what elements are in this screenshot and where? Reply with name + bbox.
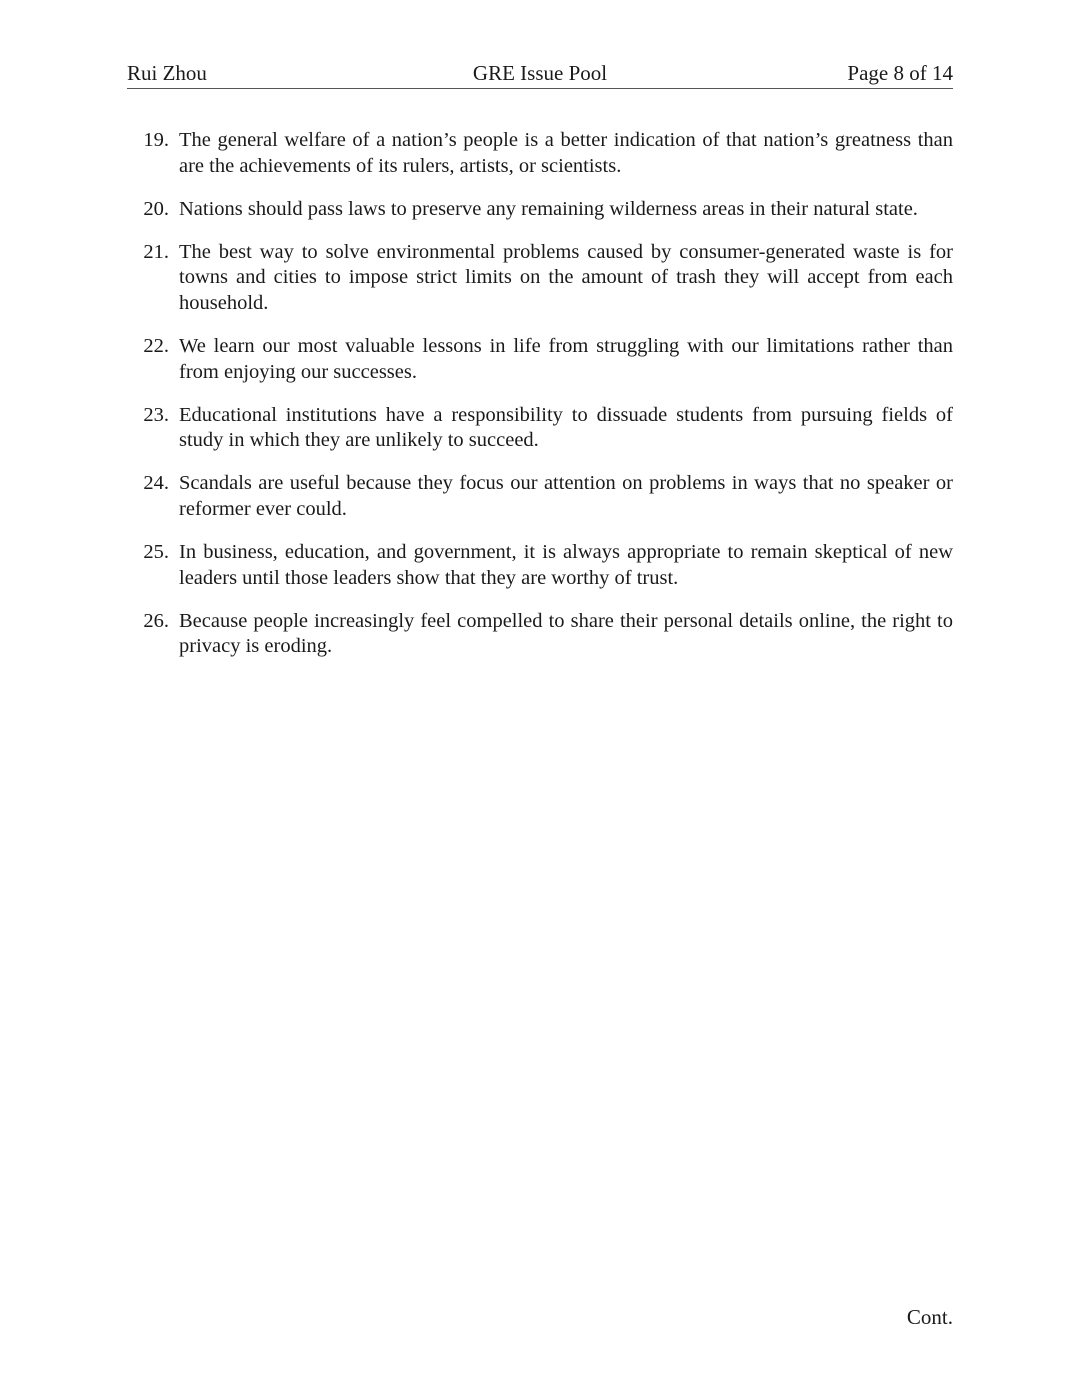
issue-text: Scandals are useful because they focus our attention on problems in ways that no speaker or reformer ever could.	[179, 472, 953, 521]
issue-list	[127, 128, 953, 678]
issue-number: 19.	[143, 129, 169, 151]
issue-text: The best way to solve environmental problems caused by consumer-generated waste is for towns and cities to impose strict limits on the amount of trash they will accept from each household.	[179, 240, 953, 314]
issue-number: 22.	[143, 335, 169, 358]
header-title: GRE Issue Pool	[472, 61, 608, 85]
page-header	[127, 60, 953, 89]
issue-item	[127, 403, 953, 454]
issue-text: Educational institutions have a responsibility to dissuade students from pursuing fields of study in which they are unlikely to succeed.	[179, 403, 953, 452]
continued-note: Cont.	[906, 1305, 953, 1329]
header-page-number: Page 8 of 14	[847, 61, 953, 85]
issue-item	[127, 240, 953, 317]
issue-text: We learn our most valuable lessons in life from struggling with our limitations rather than from enjoying our successes.	[179, 335, 953, 383]
issue-text: Because people increasingly feel compelled to share their personal details online, the right to privacy is eroding.	[179, 609, 953, 658]
issue-item	[127, 471, 953, 522]
issue-text: The general welfare of a nation’s people is a better indication of that nation’s greatness than are the achievements of its rulers, artists, or scientists.	[179, 129, 953, 177]
header-author: Rui Zhou	[127, 61, 207, 85]
issue-text: Nations should pass laws to preserve any remaining wilderness areas in their natural state.	[179, 197, 918, 220]
issue-number: 26.	[143, 609, 169, 632]
issue-item	[127, 334, 953, 385]
issue-number: 24.	[143, 472, 169, 495]
issue-number: 25.	[143, 541, 169, 564]
issue-number: 23.	[143, 403, 169, 426]
issue-item	[127, 609, 953, 660]
issue-item	[127, 540, 953, 591]
issue-item	[127, 197, 953, 223]
issue-number: 20.	[143, 197, 169, 220]
issue-item	[127, 128, 953, 179]
issue-text: In business, education, and government, it is always appropriate to remain skeptical of new leaders until those leaders show that they are worthy of trust.	[179, 541, 953, 589]
issue-number: 21.	[143, 240, 169, 263]
